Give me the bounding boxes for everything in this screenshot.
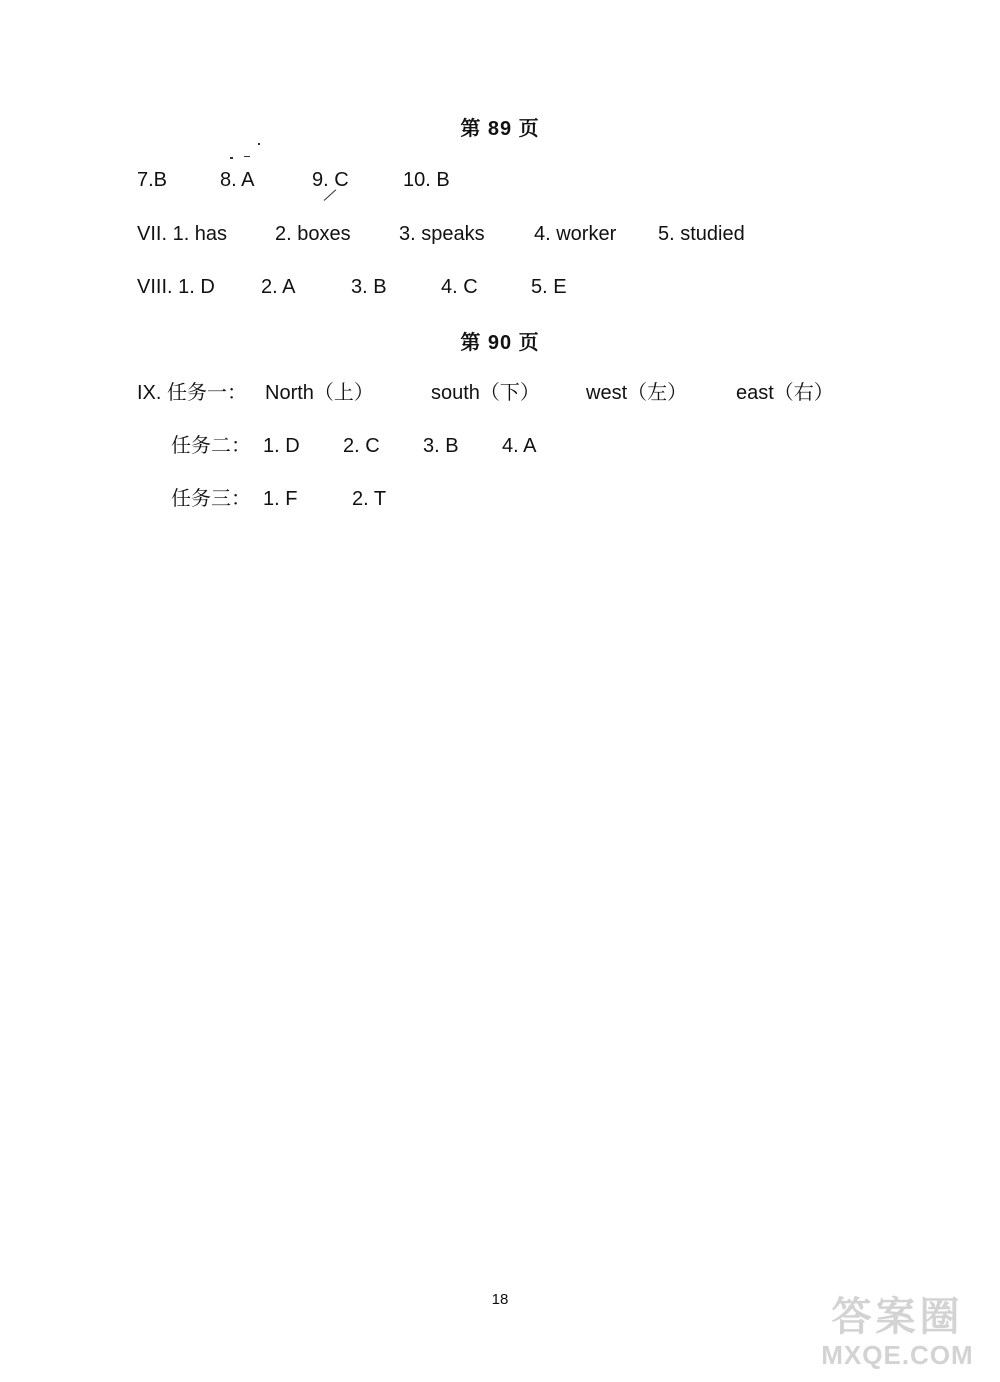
answer-viii-4: 4. C [441,276,478,298]
answer-vii-3: 3. speaks [399,223,485,245]
answer-9: 9. C [312,169,349,191]
watermark-domain: MXQE.COM [821,1340,974,1370]
answer-viii-1: VIII. 1. D [137,276,215,298]
page-89-heading: 第 89 页 [460,118,540,140]
task-2-answer-4: 4. A [502,435,537,457]
task-2-label: 任务二： [171,435,251,457]
task-3-answer-1: 1. F [263,488,298,510]
answer-vii-4: 4. worker [534,223,617,245]
task-3-label: 任务三： [171,488,251,510]
task-1-answer-3: west（左） [586,382,688,404]
task-1-answer-1: North（上） [265,382,374,404]
scan-speck [244,156,250,157]
answer-vii-5: 5. studied [658,223,745,245]
answer-8: 8. A [220,169,255,191]
page-number: 18 [491,1291,509,1308]
task-2-answer-1: 1. D [263,435,300,457]
answer-vii-1: VII. 1. has [137,223,228,245]
answer-viii-5: 5. E [531,276,567,298]
task-2-answer-3: 3. B [423,435,459,457]
task-1-answer-2: south（下） [431,382,540,404]
task-1-answer-4: east（右） [736,382,834,404]
task-3-answer-2: 2. T [352,488,387,510]
page-90-heading: 第 90 页 [460,332,540,354]
scan-speck [258,143,260,145]
answer-viii-3: 3. B [351,276,387,298]
answer-viii-2: 2. A [261,276,296,298]
task-2-answer-2: 2. C [343,435,380,457]
watermark-title: 答案圈 [831,1295,964,1339]
scan-speck [230,157,233,159]
answer-10: 10. B [403,169,450,191]
task-1-label: IX. 任务一： [137,382,248,404]
answer-7: 7.B [137,169,168,191]
watermark-logo [805,1294,990,1374]
answer-vii-2: 2. boxes [275,223,351,245]
